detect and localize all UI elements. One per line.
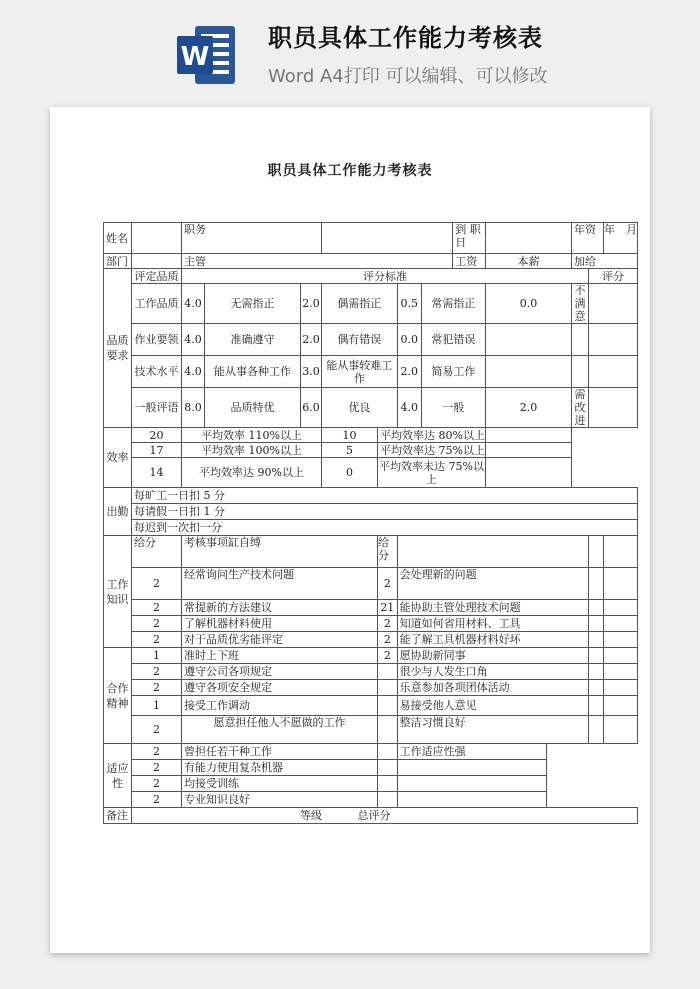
attendance-row	[104, 488, 638, 504]
check-cell[interactable]	[588, 716, 603, 744]
empty-cell	[546, 792, 637, 808]
attendance-rule: 每请假一日扣 1 分	[132, 504, 638, 520]
cooperation-row	[104, 648, 638, 664]
cooperation-row	[104, 664, 638, 680]
empty-cell	[571, 428, 637, 443]
check-cell[interactable]	[603, 716, 637, 744]
efficiency-desc: 平均效率达 90%以上	[182, 458, 322, 488]
empty-cell	[378, 776, 398, 792]
attendance-row	[104, 504, 638, 520]
empty-cell	[378, 792, 398, 808]
cooperation-item: 整洁习惯良好	[397, 716, 588, 744]
efficiency-score-input[interactable]	[485, 458, 571, 488]
cooperation-item: 易接受他人意见	[397, 696, 588, 716]
page-header	[0, 0, 700, 98]
quality-item: 一般评语	[132, 388, 182, 428]
cooperation-row	[104, 680, 638, 696]
efficiency-score: 10	[322, 428, 378, 443]
word-icon	[175, 22, 239, 88]
check-cell[interactable]	[588, 600, 603, 616]
info-row-2	[104, 254, 638, 269]
empty-cell	[546, 744, 637, 760]
quality-score: 2.0	[301, 324, 322, 356]
efficiency-desc: 平均效率未达 75%以上	[379, 459, 484, 486]
remarks-field[interactable]	[132, 808, 638, 824]
efficiency-score: 20	[132, 428, 182, 443]
salary-label: 工资	[453, 254, 486, 269]
quality-row	[104, 388, 638, 428]
quality-header-standard: 评分标准	[182, 269, 589, 284]
cooperation-score: 2	[132, 716, 182, 744]
total-score-label: 总评分	[357, 809, 391, 822]
adaptability-row	[104, 792, 638, 808]
quality-desc: 能从事各种工作	[205, 356, 301, 388]
check-cell[interactable]	[603, 632, 637, 648]
check-cell[interactable]	[603, 600, 637, 616]
efficiency-row	[104, 443, 638, 458]
cooperation-row	[104, 716, 638, 744]
cooperation-item: 遵守各项安全规定	[182, 680, 378, 696]
efficiency-score-input[interactable]	[485, 428, 571, 443]
quality-score: 0.5	[397, 284, 421, 324]
knowledge-item: 对于品质优劣能评定	[182, 632, 378, 648]
quality-score: 2.0	[397, 356, 421, 388]
knowledge-item: 常提新的方法建议	[182, 600, 378, 616]
empty-cell	[378, 744, 398, 760]
knowledge-score: 21	[378, 600, 398, 616]
cooperation-item: 很少与人发生口角	[397, 664, 588, 680]
cooperation-item: 准时上下班	[182, 648, 378, 664]
knowledge-score: 2	[132, 616, 182, 632]
quality-score: 4.0	[182, 284, 205, 324]
knowledge-row	[104, 568, 638, 600]
quality-score: 4.0	[182, 324, 205, 356]
word-icon-letter: W	[180, 42, 210, 72]
quality-score-input[interactable]	[588, 284, 637, 324]
empty-cell	[397, 792, 546, 808]
quality-row	[104, 356, 638, 388]
quality-score: 8.0	[182, 388, 205, 428]
check-cell[interactable]	[603, 696, 637, 716]
dept-label: 部门	[104, 254, 132, 269]
adaptability-row	[104, 744, 638, 760]
adaptability-row	[104, 760, 638, 776]
quality-desc: 常需指正	[421, 284, 485, 324]
quality-desc: 需改进	[571, 388, 588, 428]
empty-cell	[485, 324, 571, 356]
check-cell[interactable]	[588, 648, 603, 664]
cooperation-row	[104, 696, 638, 716]
adaptability-item: 有能力使用复杂机器	[182, 760, 378, 776]
efficiency-desc: 平均效率达 80%以上	[378, 428, 486, 443]
cooperation-item: 接受工作调动	[182, 696, 378, 716]
adaptability-score: 2	[132, 792, 182, 808]
dept-value[interactable]	[132, 254, 182, 269]
knowledge-item: 能了解工具机器材料好坏	[397, 632, 588, 648]
quality-desc: 常犯错误	[421, 324, 485, 356]
quality-desc: 无需指正	[205, 284, 301, 324]
quality-score: 2.0	[301, 284, 322, 324]
remarks-row	[104, 808, 638, 824]
empty-cell	[397, 760, 546, 776]
knowledge-row	[104, 632, 638, 648]
adaptability-score: 2	[132, 760, 182, 776]
efficiency-row	[104, 458, 638, 488]
empty-cell	[546, 760, 637, 776]
bonus-label: 加给	[571, 254, 637, 269]
check-cell[interactable]	[588, 568, 603, 600]
quality-row	[104, 284, 638, 324]
name-label: 姓名	[104, 223, 132, 254]
cooperation-score	[378, 664, 398, 680]
knowledge-row	[104, 600, 638, 616]
efficiency-desc: 平均效率 110%以上	[182, 428, 322, 443]
cooperation-score	[378, 696, 398, 716]
cooperation-item: 愿意担任他人不愿做的工作	[182, 716, 378, 744]
attendance-row	[104, 520, 638, 536]
knowledge-header-row	[104, 536, 638, 568]
adaptability-item: 专业知识良好	[182, 792, 378, 808]
quality-item: 工作品质	[132, 284, 182, 324]
attendance-rule: 每旷工一日扣 5 分	[132, 488, 638, 504]
base-pay-label: 本薪	[485, 254, 571, 269]
grade-label: 等级	[300, 809, 322, 822]
quality-header-score: 评分	[588, 269, 637, 284]
knowledge-score: 2	[378, 632, 398, 648]
empty-cell	[571, 443, 637, 458]
remarks-label: 备注	[104, 808, 132, 824]
name-value[interactable]	[132, 223, 182, 254]
quality-score: 6.0	[301, 388, 322, 428]
cooperation-label: 合作精神	[104, 648, 132, 744]
knowledge-score: 2	[378, 616, 398, 632]
empty-cell	[571, 324, 588, 356]
attendance-label: 出勤	[104, 488, 132, 536]
empty-cell	[603, 536, 637, 568]
cooperation-score: 2	[132, 680, 182, 696]
efficiency-desc: 平均效率达 75%以上	[378, 443, 486, 458]
quality-score: 0.0	[397, 324, 421, 356]
cooperation-score: 2	[378, 648, 398, 664]
adaptability-row	[104, 776, 638, 792]
work-knowledge-label: 工作知识	[104, 536, 132, 648]
assessment-form	[103, 222, 638, 824]
cooperation-score	[378, 680, 398, 696]
efficiency-score: 5	[322, 443, 378, 458]
quality-score: 2.0	[485, 388, 571, 428]
quality-desc: 品质特优	[205, 388, 301, 428]
adaptability-label: 适应性	[104, 744, 132, 808]
quality-desc: 简易工作	[421, 356, 485, 388]
knowledge-header-score: 给分	[132, 536, 182, 568]
quality-desc: 偶有错误	[322, 324, 398, 356]
hire-date-label: 到 职日	[453, 223, 486, 254]
quality-header-item: 评定品质	[132, 269, 182, 284]
cooperation-item: 乐意参加各项团体活动	[397, 680, 588, 696]
efficiency-score: 14	[132, 458, 182, 488]
adaptability-score: 2	[132, 744, 182, 760]
check-cell[interactable]	[588, 632, 603, 648]
knowledge-item: 会处理新的问题	[397, 568, 588, 600]
efficiency-score: 17	[132, 443, 182, 458]
position-label: 职务	[182, 223, 322, 254]
quality-score: 3.0	[301, 356, 322, 388]
knowledge-item: 了解机器材料使用	[182, 616, 378, 632]
check-cell[interactable]	[603, 680, 637, 696]
knowledge-score: 2	[132, 568, 182, 600]
attendance-rule: 每迟到一次扣一分	[132, 520, 638, 536]
efficiency-score: 0	[322, 458, 378, 488]
cooperation-score	[378, 716, 398, 744]
check-cell[interactable]	[603, 664, 637, 680]
efficiency-desc: 平均效率 100%以上	[182, 443, 322, 458]
knowledge-item: 能协助主管处理技术问题	[397, 600, 588, 616]
adaptability-item: 曾担任若干种工作	[182, 744, 378, 760]
quality-score: 4.0	[182, 356, 205, 388]
efficiency-label: 效率	[104, 428, 132, 488]
quality-desc: 偶需指正	[322, 284, 398, 324]
empty-cell	[485, 356, 571, 388]
quality-item: 技术水平	[132, 356, 182, 388]
quality-header-row	[104, 269, 638, 284]
knowledge-score: 2	[132, 600, 182, 616]
check-cell[interactable]	[603, 648, 637, 664]
empty-cell	[397, 536, 588, 568]
quality-score-input[interactable]	[588, 324, 637, 356]
hire-date-value[interactable]	[485, 223, 571, 254]
header-subtitle: Word A4打印 可以编辑、可以修改	[268, 66, 548, 87]
empty-cell	[378, 760, 398, 776]
empty-cell	[571, 458, 637, 488]
quality-desc: 能从事较难工作	[322, 356, 398, 388]
quality-item: 作业要领	[132, 324, 182, 356]
knowledge-score: 2	[132, 632, 182, 648]
seniority-value[interactable]: 年 月	[603, 223, 637, 254]
cooperation-item: 遵守公司各项规定	[182, 664, 378, 680]
quality-score-input[interactable]	[588, 388, 637, 428]
adaptability-score: 2	[132, 776, 182, 792]
check-cell[interactable]	[603, 568, 637, 600]
info-row-1	[104, 223, 638, 254]
cooperation-score: 1	[132, 648, 182, 664]
quality-score: 4.0	[397, 388, 421, 428]
knowledge-score: 2	[378, 568, 398, 600]
quality-desc: 不满意	[571, 284, 588, 324]
empty-cell	[588, 536, 603, 568]
adaptability-item: 工作适应性强	[397, 744, 546, 760]
quality-score-input[interactable]	[588, 356, 637, 388]
quality-row	[104, 324, 638, 356]
knowledge-item: 经常询问生产技术问题	[182, 568, 378, 600]
efficiency-row	[104, 428, 638, 443]
knowledge-header-score2: 给分	[378, 536, 398, 568]
check-cell[interactable]	[588, 664, 603, 680]
check-cell[interactable]	[588, 680, 603, 696]
empty-cell	[397, 776, 546, 792]
position-value[interactable]	[322, 223, 453, 254]
document-title: 职员具体工作能力考核表	[267, 163, 433, 179]
knowledge-row	[104, 616, 638, 632]
quality-desc: 准确遵守	[205, 324, 301, 356]
header-title: 职员具体工作能力考核表	[268, 24, 543, 52]
knowledge-item: 知道如何省用材料、工具	[397, 616, 588, 632]
check-cell[interactable]	[603, 616, 637, 632]
quality-desc: 一般	[421, 388, 485, 428]
adaptability-item: 均接受训练	[182, 776, 378, 792]
seniority-label: 年资	[571, 223, 603, 254]
cooperation-item: 愿协助新同事	[397, 648, 588, 664]
check-cell[interactable]	[588, 616, 603, 632]
quality-desc: 优良	[322, 388, 398, 428]
empty-cell	[546, 776, 637, 792]
knowledge-header-item: 考核事项缸自缚	[182, 536, 378, 568]
quality-score: 0.0	[485, 284, 571, 324]
cooperation-score: 2	[132, 664, 182, 680]
check-cell[interactable]	[588, 696, 603, 716]
supervisor-label: 主管	[182, 254, 453, 269]
cooperation-score: 1	[132, 696, 182, 716]
quality-label: 品质要求	[104, 269, 132, 428]
efficiency-score-input[interactable]	[485, 443, 571, 458]
empty-cell	[571, 356, 588, 388]
